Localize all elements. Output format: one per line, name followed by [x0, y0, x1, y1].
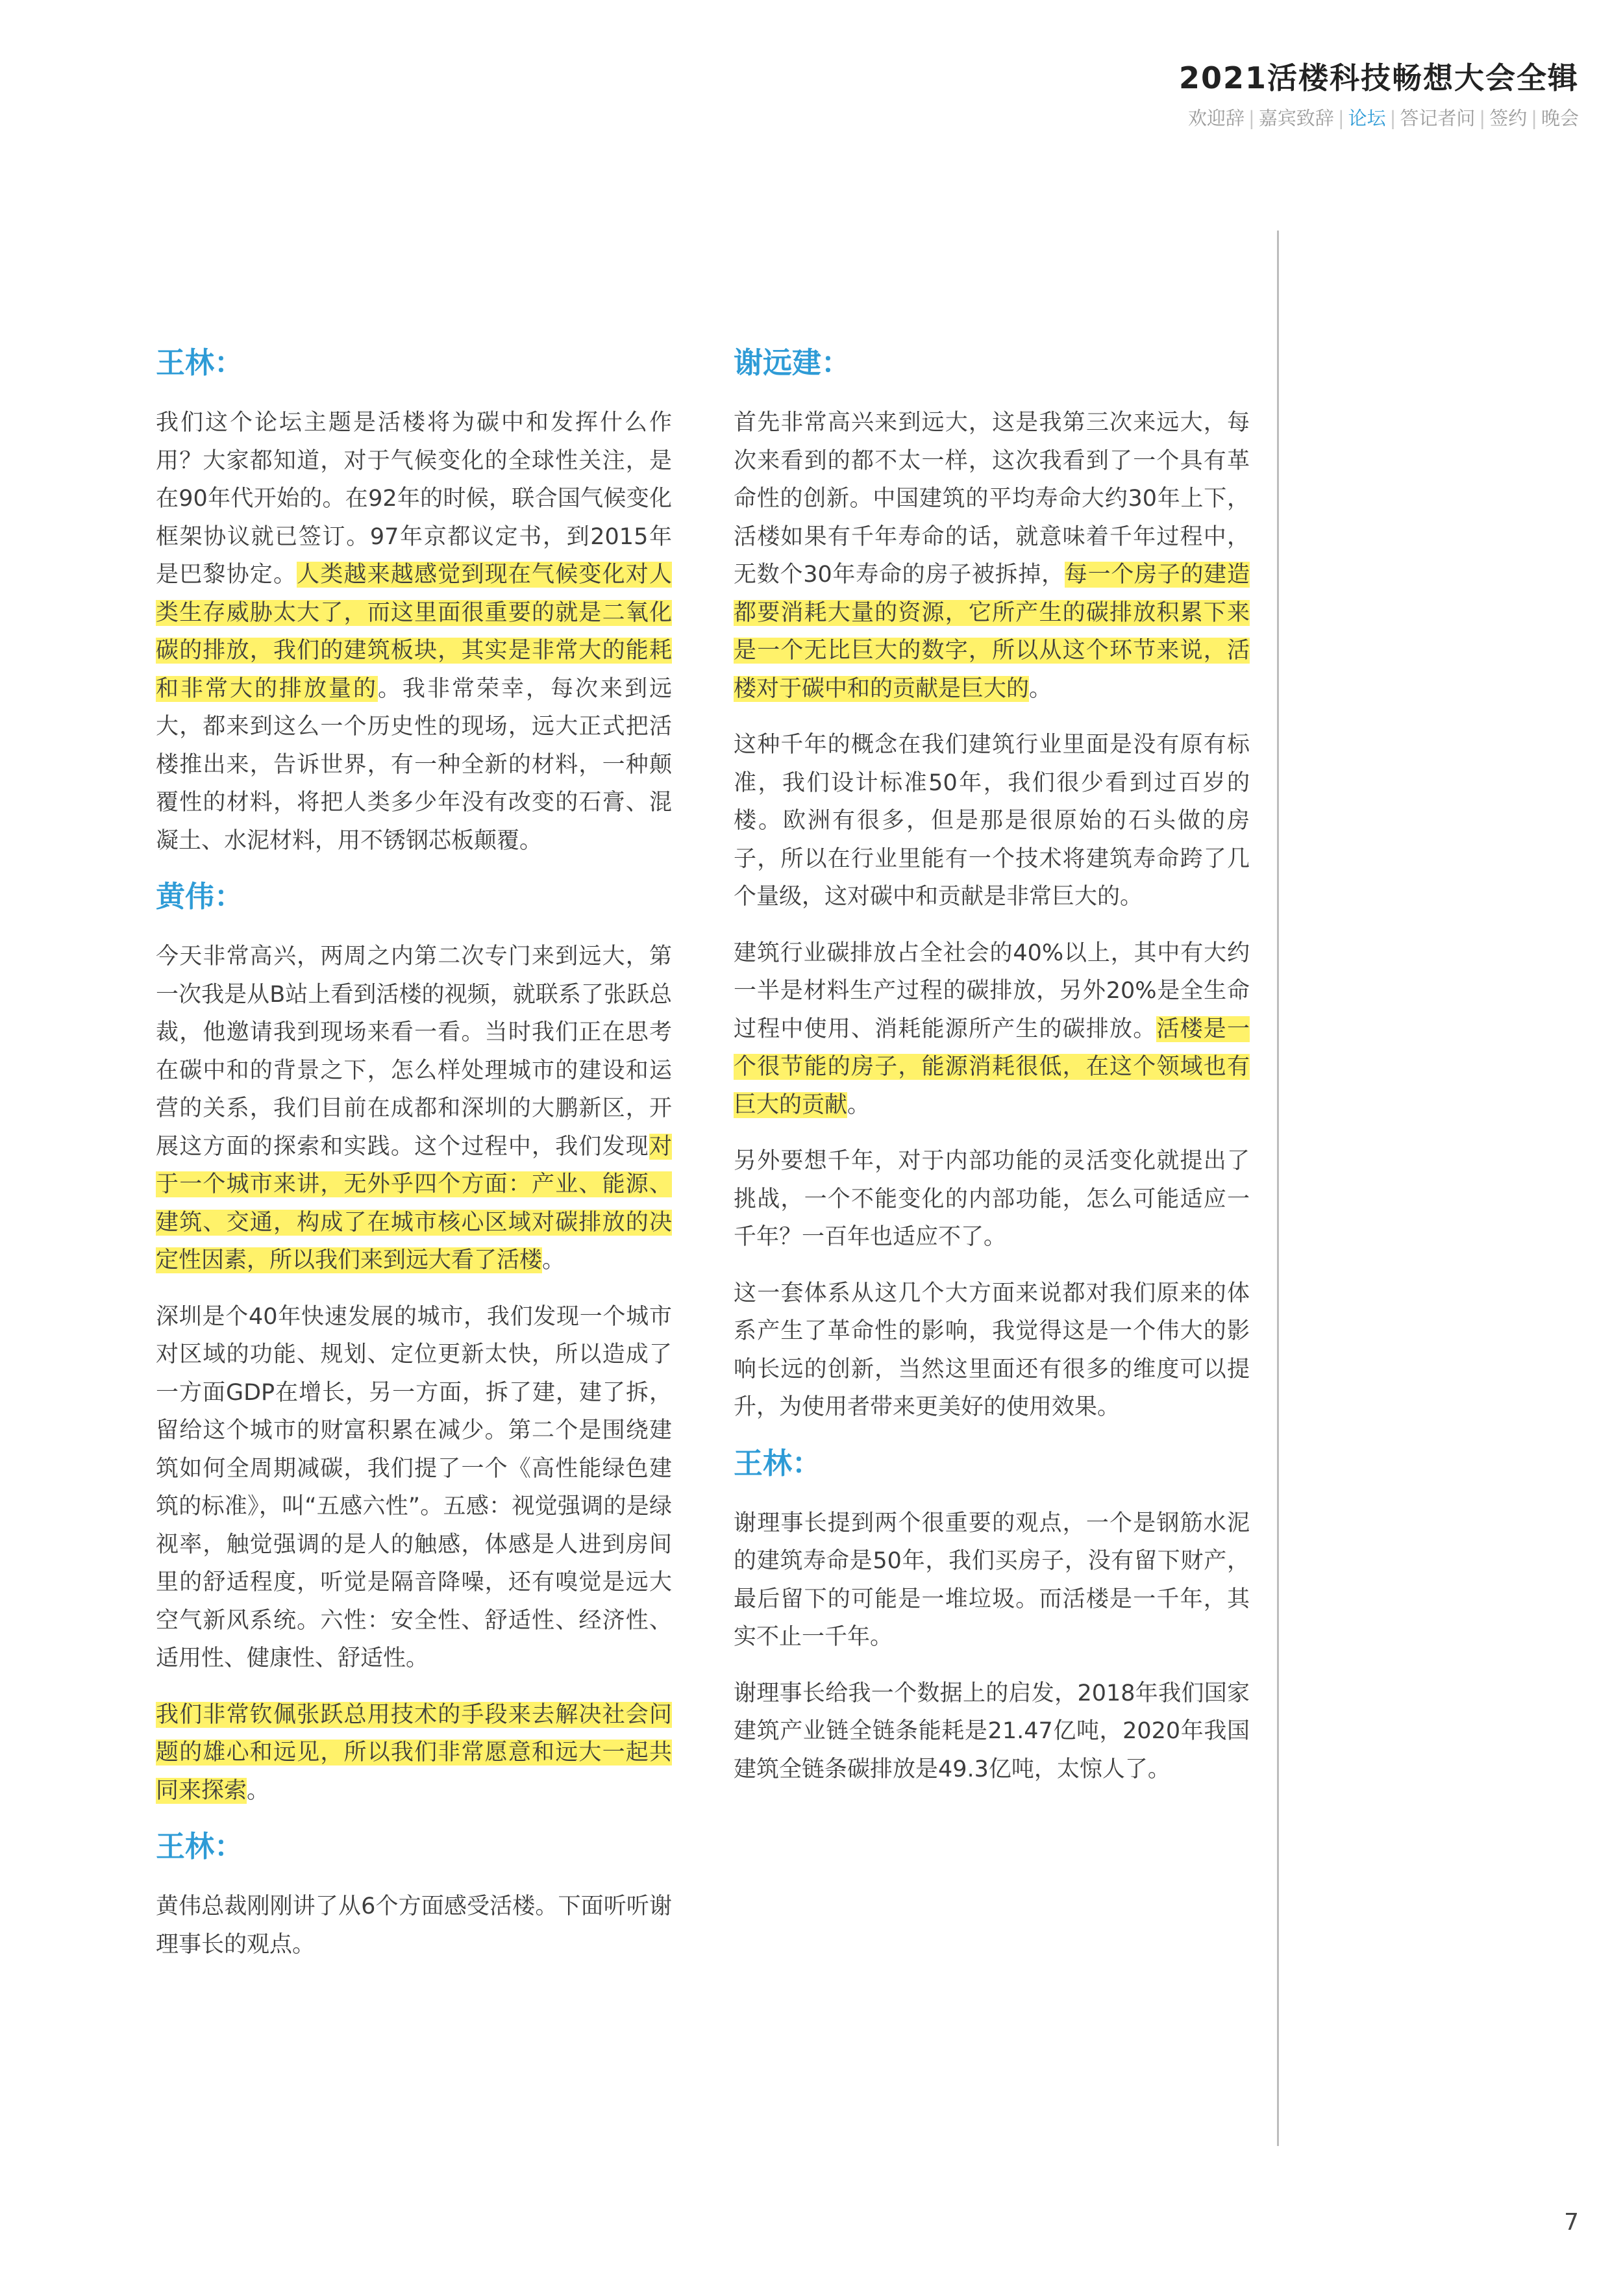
- paragraph-text: 。: [1029, 675, 1052, 702]
- speaker-name: 谢远建：: [734, 345, 851, 380]
- highlighted-text: 人类越来越感觉到现在气候变化对人类生存威胁太大了，而这里面很重要的就是二氧化碳的排放，我们的建筑板块，其实是非常大的能耗和非常大的排放量的: [156, 562, 672, 702]
- nav-item-gala[interactable]: 晚会: [1541, 107, 1579, 129]
- paragraph-text: 。: [247, 1777, 270, 1804]
- paragraph-text: 我们这个论坛主题是活楼将为碳中和发挥什么作用？大家都知道，对于气候变化的全球性关注，是在90年代开始的。在92年的时候，联合国气候变化框架协议就已签订。97年京都议定书，到2015年是巴黎协定。: [156, 410, 672, 588]
- highlighted-text: 对于一个城市来讲，无外乎四个方面：产业、能源、建筑、交通，构成了在城市核心区域对碳排放的决定性因素，所以我们来到远大看了活楼: [156, 1133, 672, 1273]
- paragraph: 深圳是个40年快速发展的城市，我们发现一个城市对区域的功能、规划、定位更新太快，所以造成了一方面GDP在增长，另一方面，拆了建，建了拆，留给这个城市的财富积累在减少。第二个是围绕建筑如何全周期减碳，我们提了一个《高性能绿色建筑的标准》，叫“五感六性”。五感：视觉强调的是绿视率，触觉强调的是人的触感，体感是人进到房间里的舒适程度，听觉是隔音降噪，还有嗅觉是远大空气新风系统。六性：安全性、舒适性、经济性、适用性、健康性、舒适性。: [156, 1303, 672, 1671]
- paragraph-text: 今天非常高兴，两周之内第二次专门来到远大，第一次我是从B站上看到活楼的视频，就联系了张跃总裁，他邀请我到现场来看一看。当时我们正在思考在碳中和的背景之下，怎么样处理城市的建设和运营的关系，我们目前在成都和深圳的大鹏新区，开展这方面的探索和实践。这个过程中，我们发现: [156, 943, 672, 1160]
- paragraph: 另外要想千年，对于内部功能的灵活变化就提出了挑战，一个不能变化的内部功能，怎么可能适应一千年？一百年也适应不了。: [734, 1148, 1250, 1250]
- nav-separator: |: [1337, 107, 1344, 129]
- header-title: 2021活楼科技畅想大会全辑: [1178, 60, 1579, 95]
- paragraph: 黄伟总裁刚刚讲了从6个方面感受活楼。下面听听谢理事长的观点。: [156, 1893, 672, 1958]
- paragraph: 这一套体系从这几个大方面来说都对我们原来的体系产生了革命性的影响，我觉得这是一个伟大的影响长远的创新，当然这里面还有很多的维度可以提升，为使用者带来更美好的使用效果。: [734, 1280, 1250, 1420]
- nav-item-guest-speech[interactable]: 嘉宾致辞: [1258, 107, 1334, 129]
- vertical-divider: [1277, 231, 1279, 2146]
- nav-separator: |: [1248, 107, 1255, 129]
- paragraph: 谢理事长给我一个数据上的启发，2018年我们国家建筑产业链全链条能耗是21.47亿吨，2020年我国建筑全链条碳排放是49.3亿吨，太惊人了。: [734, 1680, 1250, 1782]
- right-column: [734, 344, 1250, 1806]
- paragraph: 谢理事长提到两个很重要的观点，一个是钢筋水泥的建筑寿命是50年，我们买房子，没有留下财产，最后留下的可能是一堆垃圾。而活楼是一千年，其实不止一千年。: [734, 1510, 1250, 1650]
- paragraph-text: 。我非常荣幸，每次来到远大，都来到这么一个历史性的现场，远大正式把活楼推出来，告诉世界，有一种全新的材料，一种颠覆性的材料，将把人类多少年没有改变的石膏、混凝土、水泥材料，用不锈钢芯板颠覆。: [156, 675, 672, 854]
- page-number: 7: [1564, 2209, 1579, 2236]
- paragraph-text: 。: [542, 1247, 565, 1273]
- nav-separator: |: [1389, 107, 1396, 129]
- nav-item-forum[interactable]: 论坛: [1348, 107, 1386, 129]
- paragraph: [156, 938, 672, 1280]
- paragraph: 这种千年的概念在我们建筑行业里面是没有原有标准，我们设计标准50年，我们很少看到过百岁的楼。欧洲有很多，但是那是很原始的石头做的房子，所以在行业里能有一个技术将建筑寿命跨了几个量级，这对碳中和贡献是非常巨大的。: [734, 732, 1250, 910]
- speaker-name: 王林：: [734, 1445, 822, 1480]
- highlighted-text: 每一个房子的建造都要消耗大量的资源，它所产生的碳排放积累下来是一个无比巨大的数字，所以从这个环节来说，活楼对于碳中和的贡献是巨大的: [734, 562, 1250, 702]
- nav-item-signing[interactable]: 签约: [1489, 107, 1528, 129]
- speaker-name: 王林：: [156, 1829, 244, 1864]
- paragraph-text: 。: [847, 1092, 871, 1118]
- highlighted-text: 我们非常钦佩张跃总用技术的手段来去解决社会问题的雄心和远见，所以我们非常愿意和远大一起共同来探索: [156, 1701, 672, 1804]
- nav-separator: |: [1531, 107, 1537, 129]
- left-column: [156, 344, 672, 1982]
- section-nav: [1188, 104, 1579, 131]
- speaker-name: 王林：: [156, 345, 244, 380]
- paragraph-text: 首先非常高兴来到远大，这是我第三次来远大，每次来看到的都不太一样，这次我看到了一个具有革命性的创新。中国建筑的平均寿命大约30年上下，活楼如果有千年寿命的话，就意味着千年过程中，无数个30年寿命的房子被拆掉，: [734, 410, 1250, 588]
- speaker-name: 黄伟：: [156, 879, 244, 914]
- nav-item-press-qa[interactable]: 答记者问: [1400, 107, 1476, 129]
- paragraph: [734, 404, 1250, 708]
- paragraph: [156, 1696, 672, 1810]
- paragraph: [156, 404, 672, 860]
- nav-separator: |: [1479, 107, 1486, 129]
- paragraph-text: 建筑行业碳排放占全社会的40%以上，其中有大约一半是材料生产过程的碳排放，另外20%是全生命过程中使用、消耗能源所产生的碳排放。: [734, 940, 1250, 1042]
- nav-item-welcome[interactable]: 欢迎辞: [1188, 107, 1245, 129]
- paragraph: [734, 934, 1250, 1125]
- highlighted-text: 活楼是一个很节能的房子，能源消耗很低，在这个领域也有巨大的贡献: [734, 1016, 1250, 1118]
